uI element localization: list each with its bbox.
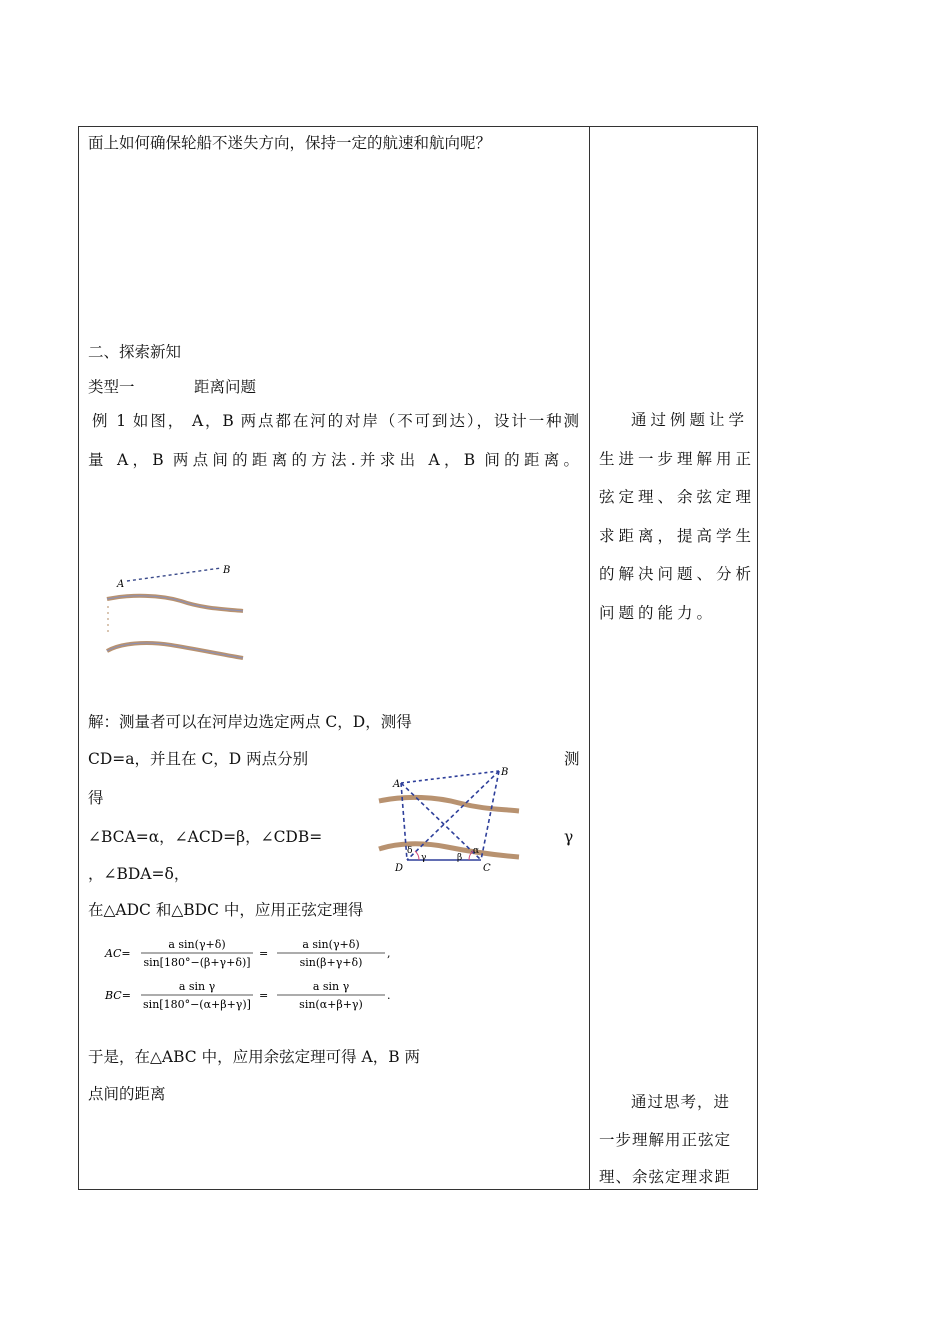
alpha-label: α xyxy=(473,846,480,856)
section-heading: 二、探索新知 xyxy=(88,343,182,361)
solution-angle-last: ，∠BDA=δ， xyxy=(88,865,190,883)
type-title: 距离问题 xyxy=(194,378,257,396)
ab-dashed-line xyxy=(127,568,221,581)
side-note-1 xyxy=(599,401,756,632)
bc-num-2: a sin γ xyxy=(312,980,350,993)
bc-line xyxy=(481,771,499,860)
point-b-label: B xyxy=(223,565,231,576)
bc-end: . xyxy=(387,989,391,1002)
river-figure-2 xyxy=(377,763,522,875)
beta-label: β xyxy=(457,853,463,863)
bc-den-1: sin[180°−(α+β+γ)] xyxy=(143,998,251,1011)
ac-lhs: AC= xyxy=(105,947,131,960)
river-bank-bottom xyxy=(379,844,519,857)
side-note-2-line: 通过思考，进 xyxy=(631,1093,731,1111)
side-note-1-line: 生进一步理解用正 xyxy=(599,449,756,468)
bc-num-1: a sin γ xyxy=(178,980,216,993)
bc-lhs: BC= xyxy=(105,989,131,1002)
example-line-2: 量 A，B 两点间的距离的方法.并求出 A，B 间的距离。 xyxy=(88,451,579,469)
side-note-1-line: 通过例题让学 xyxy=(631,411,749,429)
type-label: 类型一 xyxy=(88,378,135,396)
sine-law-formulas xyxy=(101,933,401,1017)
point-c-label: C xyxy=(483,863,491,874)
point-d-label: D xyxy=(395,863,404,874)
lesson-table xyxy=(78,126,758,1190)
delta-label: δ xyxy=(407,846,413,856)
side-note-2-line: 一步理解用正弦定 xyxy=(599,1130,732,1149)
river-bank-top xyxy=(379,797,519,811)
side-note-1-line: 求距离，提高学生 xyxy=(599,526,756,545)
bc-den-2: sin(α+β+γ) xyxy=(299,998,363,1011)
ac-den-1: sin[180°−(β+γ+δ)] xyxy=(143,956,251,969)
ac-eq: = xyxy=(259,947,269,960)
ac-den-2: sin(β+γ+δ) xyxy=(299,956,363,969)
side-note-1-line: 的解决问题、分析 xyxy=(599,565,756,583)
solution-intro: 解：测量者可以在河岸边选定两点 C，D，测得 xyxy=(88,713,412,731)
side-note-1-line: 弦定理、余弦定理 xyxy=(599,488,756,506)
solution-line-2: CD=a，并且在 C，D 两点分别 xyxy=(88,750,309,768)
solution-line-3: 得 xyxy=(88,789,104,807)
solution-angles-right: γ xyxy=(564,828,574,846)
intro-line: 面上如何确保轮船不迷失方向，保持一定的航速和航向呢？ xyxy=(88,134,492,152)
side-note-2 xyxy=(599,1084,749,1197)
ac-num-2: a sin(γ+δ) xyxy=(302,938,360,951)
solution-apply: 在△ADC 和△BDC 中，应用正弦定理得 xyxy=(88,901,364,919)
ac-line xyxy=(401,783,481,860)
ac-end: , xyxy=(387,947,391,960)
ac-num-1: a sin(γ+δ) xyxy=(168,938,226,951)
conclusion-line-1: 于是，在△ABC 中，应用余弦定理可得 A，B 两 xyxy=(88,1048,421,1066)
gamma-label: γ xyxy=(421,853,427,863)
example-line-1: 例 1 如图， A，B 两点都在河的对岸（不可到达），设计一种测 xyxy=(92,412,579,430)
ab-line xyxy=(401,771,499,783)
point-a-label: A xyxy=(117,579,125,590)
side-note-1-line: 问题的能力。 xyxy=(599,603,717,622)
conclusion-line-2: 点间的距离 xyxy=(88,1085,166,1103)
bc-eq: = xyxy=(259,989,269,1002)
solution-angles: ∠BCA=α，∠ACD=β，∠CDB= xyxy=(88,828,323,846)
solution-line-2-right: 测 xyxy=(564,750,580,768)
point-a-label: A xyxy=(393,779,401,790)
column-divider xyxy=(589,127,590,1189)
side-note-2-line: 理、余弦定理求距 xyxy=(599,1168,732,1186)
river-figure-1 xyxy=(101,561,251,673)
point-b-label: B xyxy=(501,767,509,778)
